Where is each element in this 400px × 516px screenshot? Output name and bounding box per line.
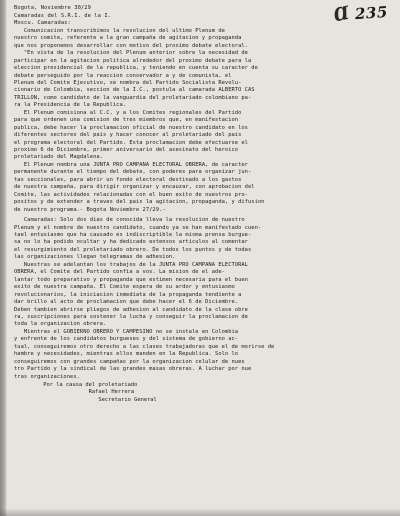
text-line: sa no lo ha podido ocultar y ha dedicado extensos articulos al comentar <box>14 239 248 246</box>
handwritten-mark: Ɑ <box>331 2 352 27</box>
text-line: Mientras el GOBIERNO OBRERO Y CAMPESINO no se instale en Colombia <box>14 328 239 335</box>
text-line: exito de nuestra campaña. El Comite espera de su ardor y entusiasmo <box>14 284 235 291</box>
paragraph-2 <box>14 110 390 162</box>
text-line: el programa electoral del Partido. Esta proclamacion debe efectuarse el <box>14 139 248 146</box>
text-line: revolucionarios, la iniciacion inmediata de la propaganda tendiente a <box>14 291 242 298</box>
text-line: y enfrente de los candidatos burgueses y del sistema de gobierno ac- <box>14 336 239 343</box>
archive-stamp <box>331 2 389 27</box>
text-line: positos y de extender a traves del pais la agitacion, propaganda, y difusion <box>14 199 265 206</box>
text-line: tras organizaciones. <box>14 373 80 380</box>
text-line: nuestro comite, referente a la gran campaña de agitacion y propaganda <box>14 35 242 42</box>
paragraph-6 <box>14 329 390 381</box>
text-line: permanente durante el tiempo del debate, con poderes para organizar jun- <box>14 169 252 176</box>
text-line: participar en la agitacion politica alrededor del proximo debate para la <box>14 57 252 64</box>
text-line: TRILLON, como candidato de la vanguardia del proletariado colombiano pa- <box>14 94 252 101</box>
text-line: tual, conseguiremos otro derecho a las clases trabajadoras que el de morirse de <box>14 343 275 350</box>
closing-line: Por la causa del proletariado <box>14 382 138 389</box>
text-line: Plenum del Comite Ejecutivo, se nombra del Partido Socialista Revolu- <box>14 79 242 86</box>
text-line: Camaradas: Solo dos dias de conocida lleva la resolucion de nuestro <box>14 217 245 224</box>
salutation-line: Moscu. Camaradas: <box>14 20 71 27</box>
text-line: ra, suscripciones para sostener la lucha y conseguir la proclamacion de <box>14 314 248 320</box>
text-line: eleccion presidencial de la republica, y teniendo en cuenta su caracter de <box>14 65 258 72</box>
signatory-title: Secretario General <box>14 396 157 403</box>
date-line: Bogota, Noviembre 30/29 <box>14 5 91 11</box>
text-line: El Plenum nombra una JUNTA PRO CAMPAÑA ELECTORAL OBRERA, de caracter <box>14 161 248 168</box>
text-line: que nos proponemos desarrollar con motivo del proximo debate electoral. <box>14 42 248 49</box>
paragraph-4 <box>14 217 390 262</box>
text-line: proletariado del Magdalena. <box>14 154 103 161</box>
text-line: "En vista de la resolucion del Plenum anterior sobre la necesidad de <box>14 50 248 57</box>
text-line: proximo 6 de Diciembre, primer aniversario del asesinato del heroico <box>14 147 239 154</box>
text-line: cionario de Colombia, seccion de la I.C., postula al camarada ALBERTO CAS <box>14 87 255 94</box>
recipient-line: Camaradas del S.R.I. de la I. <box>14 12 112 19</box>
paragraph-3 <box>14 162 390 214</box>
text-line: Deben tambien abrirse pliegos de adhesion al candidato de la clase obre <box>14 306 248 313</box>
text-line: Plenum y el nombre de nuestro candidato, cuando ya se han manifestado cuen- <box>14 224 262 231</box>
text-line: OBRERA, el Comite del Partido confia a vos. La mision de el ade- <box>14 269 225 276</box>
text-line: tael entusiasmo que ha causado es indiscriptible la misma prensa burgue- <box>14 232 252 239</box>
text-line: ra la Presidencia de la Republica. <box>14 102 127 109</box>
text-line: tro Partido y la sindical de las grandes masas obreras. A luchar por nue <box>14 366 252 373</box>
text-line: de nuestra campaña, para dirigir organizar y encauzar, con aprobacion del <box>14 184 255 191</box>
paragraph-1 <box>14 28 390 110</box>
signatory-name: Rafael Herrera <box>14 389 135 396</box>
text-line: para que ordenen una comision de tres miembros que, en manifestacion <box>14 117 239 124</box>
text-line: conseguiremos con grandes campañas por la organizacion celular de nues <box>14 358 245 365</box>
text-line: tas seccionales, para abrir un fondo electoral destinado a los gastos <box>14 176 242 183</box>
text-line: publica, debe hacer la proclamacion oficial de nuestro candidato en los <box>14 124 248 131</box>
text-line: lantar todo preparativo y propaganda que estimen necesaria para el buen <box>14 276 248 283</box>
text-line: dar brillo al acto de proclamacion que debe hacer el 6 de Diciembre. <box>14 299 239 306</box>
text-line: hambre y necesidades, mientras ellos manden en la Republica. Solo lo <box>14 351 239 358</box>
text-line: las organizaciones llegan telegramas de adhesion. <box>14 254 176 261</box>
archive-number: 235 <box>354 2 389 24</box>
text-line: diferentes sectores del pais y hacer conocer al proletariado del pais <box>14 132 242 139</box>
text-line: el resurgimiento del proletariado obrero. De todos los puntos y de todas <box>14 246 252 253</box>
text-line: Nuestras se adelantan los trabajos de la JUNTA PRO CAMPAÑA ELECTORAL <box>14 261 248 268</box>
text-line: El Plenum comisiona al C.C. y a los Comites regionales del Partido <box>14 109 242 116</box>
text-line: de nuestro programa.- Bogota Noviembre 27/29.- <box>14 206 166 213</box>
text-line: Comunicacion transcribimos la resolucion del ultimo Plenum de <box>14 27 225 34</box>
text-line: debate perseguido por la reaccion conservador a y de comunista, el <box>14 72 232 79</box>
text-line: toda la organizacion obrera. <box>14 321 107 328</box>
paragraph-5 <box>14 262 390 329</box>
signature-block <box>14 382 390 404</box>
text-line: Comite, las actividades relacionadas con el buen exito de nuestros pro- <box>14 191 248 198</box>
